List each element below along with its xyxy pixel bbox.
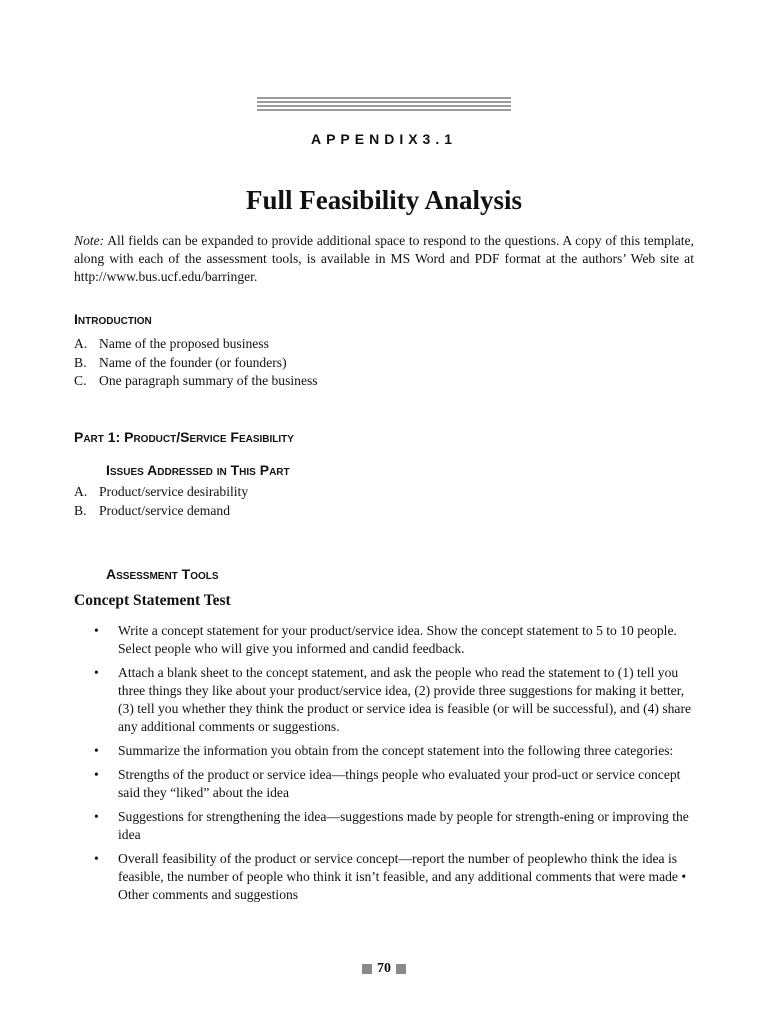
introduction-heading: Introduction: [74, 311, 152, 327]
list-text: Name of the founder (or founders): [99, 354, 287, 370]
list-letter: A.: [74, 484, 88, 499]
page-number: [0, 961, 768, 977]
bullet-text: Suggestions for strengthening the idea—suggestions made by people for strength-ening or improving the idea: [118, 809, 689, 842]
bullet-item: [94, 664, 694, 736]
bullet-marker: •: [94, 809, 99, 824]
part1-heading: Part 1: Product/Service Feasibility: [74, 429, 294, 445]
appendix-label: APPENDIX3.1: [310, 131, 458, 147]
issues-heading: Issues Addressed in This Part: [106, 462, 290, 478]
introduction-list: [74, 335, 694, 391]
bullet-marker: •: [94, 851, 99, 866]
list-text: Product/service desirability: [99, 484, 249, 499]
bullet-marker: •: [94, 623, 99, 638]
note-text: All fields can be expanded to provide additional space to respond to the questions. A copy of this template, along with each of the assessment tools, is available in MS Word and PDF format at the authors’ Web site at http://www.bus.ucf.edu/barringer.: [74, 233, 694, 284]
assessment-tools-heading: Assessment Tools: [106, 566, 219, 582]
bullet-text: Summarize the information you obtain from the concept statement into the following three categories:: [118, 743, 674, 758]
page-title: Full Feasibility Analysis: [245, 185, 523, 215]
bullet-item: [94, 766, 694, 802]
bullet-marker: •: [94, 665, 99, 680]
issues-list: [74, 483, 694, 520]
bullet-text: Attach a blank sheet to the concept statement, and ask the people who read the statement to (1) tell you three things they like about your product/service idea, (2) provide three suggestions for making it better, (3) tell you whether they think the product or service idea is feasible (or will be successful), and (4) share any additional comments or suggestions.: [118, 665, 692, 734]
bullet-item: [94, 850, 694, 904]
page-marker-left: [362, 964, 372, 974]
bullet-marker: •: [94, 743, 99, 758]
list-letter: C.: [74, 373, 87, 388]
list-letter: B.: [74, 354, 87, 370]
bullet-item: [94, 742, 694, 760]
concept-statement-test-title: Concept Statement Test: [74, 592, 231, 609]
list-letter: B.: [74, 502, 87, 518]
bullet-marker: •: [94, 767, 99, 782]
note-label: Note:: [74, 233, 105, 248]
list-text: One paragraph summary of the business: [99, 373, 318, 388]
list-item: [74, 483, 694, 502]
page-number-text: 70: [377, 961, 391, 976]
bullet-text: Write a concept statement for your product/service idea. Show the concept statement to 5 to 10 people. Select people who will give you informed and candid feedback.: [118, 623, 677, 656]
list-text: Product/service demand: [99, 502, 230, 518]
bullet-text: Overall feasibility of the product or service concept—report the number of peoplewho think the idea is feasible, the number of people who think it isn’t feasible, and any additional comments that were made • Other comments and suggestions: [118, 851, 687, 902]
list-item: [74, 335, 694, 354]
bullet-item: [94, 622, 694, 658]
page-marker-right: [396, 964, 406, 974]
list-item: [74, 502, 694, 521]
decorative-rule-stack: [257, 97, 511, 113]
list-text: Name of the proposed business: [99, 336, 269, 351]
bullet-list: [94, 622, 694, 910]
list-item: [74, 354, 694, 373]
bullet-text: Strengths of the product or service idea—things people who evaluated your prod-uct or service concept said they “liked” about the idea: [118, 767, 681, 800]
list-letter: A.: [74, 336, 88, 351]
bullet-item: [94, 808, 694, 844]
list-item: [74, 372, 694, 391]
note-paragraph: [74, 232, 694, 286]
